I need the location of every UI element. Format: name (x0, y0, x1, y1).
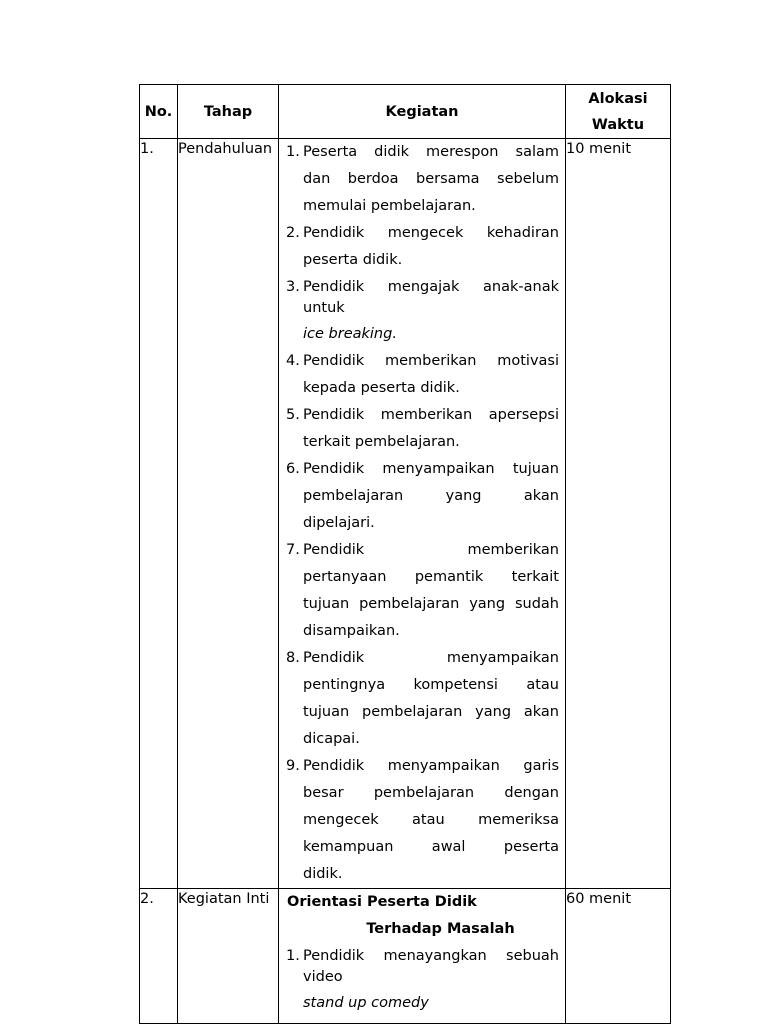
activity-line: dan berdoa bersama sebelum (303, 171, 559, 187)
row1-tahap: Pendahuluan (178, 139, 279, 889)
table-row-pendahuluan (140, 139, 671, 889)
activity-number: 3. (286, 279, 300, 295)
row2-alokasi: 60 menit (566, 889, 671, 1024)
activity-number: 1. (286, 948, 300, 964)
activity-line: terkait pembelajaran. (303, 434, 460, 450)
activity-item (279, 456, 565, 537)
row2-kegiatan (279, 889, 566, 1024)
activity-line: video (303, 969, 343, 985)
activity-line: mengecek atau memeriksa (303, 812, 559, 828)
activity-line: Pendidik memberikan (303, 542, 559, 558)
activity-italic-term: stand up comedy (303, 995, 429, 1011)
activity-line: tujuan pembelajaran yang sudah (303, 596, 559, 612)
activity-item (279, 753, 565, 888)
activity-line: peserta didik. (303, 252, 403, 268)
activity-item (279, 220, 565, 274)
activity-number: 4. (286, 353, 300, 369)
table-row-kegiatan-inti (140, 889, 671, 1024)
activity-item (279, 537, 565, 645)
activity-line: Pendidik menyampaikan garis (303, 758, 559, 774)
header-alokasi-waktu (566, 85, 671, 139)
activity-item (279, 274, 565, 348)
header-kegiatan: Kegiatan (279, 85, 566, 139)
activity-line: Pendidik menyampaikan (303, 650, 559, 666)
header-tahap: Tahap (178, 85, 279, 139)
activity-number: 9. (286, 758, 300, 774)
activity-line: dipelajari. (303, 515, 375, 531)
table-header-row (140, 85, 671, 139)
row2-heading (279, 889, 565, 943)
activity-line: didik. (303, 866, 343, 882)
row2-no: 2. (140, 889, 178, 1024)
activity-line: Pendidik menayangkan sebuah (303, 948, 559, 964)
activity-item (279, 402, 565, 456)
activity-number: 7. (286, 542, 300, 558)
row1-no: 1. (140, 139, 178, 889)
activity-line: Pendidik menyampaikan tujuan (303, 461, 559, 477)
activity-line: Pendidik memberikan apersepsi (303, 407, 559, 423)
activity-line: Peserta didik merespon salam (303, 144, 559, 160)
activity-line: dicapai. (303, 731, 360, 747)
activity-line: pentingnya kompetensi atau (303, 677, 559, 693)
row2-heading-line1: Orientasi Peserta Didik (287, 894, 477, 910)
activity-number: 5. (286, 407, 300, 423)
row1-kegiatan (279, 139, 566, 889)
activity-italic-term: ice breaking. (303, 326, 397, 342)
activity-item (279, 943, 565, 1017)
activity-number: 1. (286, 144, 300, 160)
activity-line: pertanyaan pemantik terkait (303, 569, 559, 585)
activity-line: pembelajaran yang akan (303, 488, 559, 504)
activity-line: memulai pembelajaran. (303, 198, 476, 214)
activity-line: disampaikan. (303, 623, 400, 639)
activity-number: 6. (286, 461, 300, 477)
activity-number: 2. (286, 225, 300, 241)
activity-line: kemampuan awal peserta (303, 839, 559, 855)
activity-line: Pendidik mengecek kehadiran (303, 225, 559, 241)
activity-line: tujuan pembelajaran yang akan (303, 704, 559, 720)
lesson-activity-table (139, 84, 671, 1024)
activity-line: kepada peserta didik. (303, 380, 460, 396)
activity-item (279, 139, 565, 220)
activity-number: 8. (286, 650, 300, 666)
activity-line: Pendidik mengajak anak-anak (303, 279, 559, 295)
activity-line: besar pembelajaran dengan (303, 785, 559, 801)
row2-tahap: Kegiatan Inti (178, 889, 279, 1024)
activity-line: Pendidik memberikan motivasi (303, 353, 559, 369)
row2-heading-line2: Terhadap Masalah (366, 921, 515, 937)
activity-item (279, 645, 565, 753)
row1-activity-list (279, 139, 565, 888)
activity-item (279, 348, 565, 402)
row1-alokasi: 10 menit (566, 139, 671, 889)
header-alokasi-line1: Alokasi (588, 90, 648, 107)
row2-activity-list (279, 943, 565, 1017)
header-alokasi-line2: Waktu (591, 116, 645, 133)
header-no: No. (140, 85, 178, 139)
activity-line: untuk (303, 300, 345, 316)
